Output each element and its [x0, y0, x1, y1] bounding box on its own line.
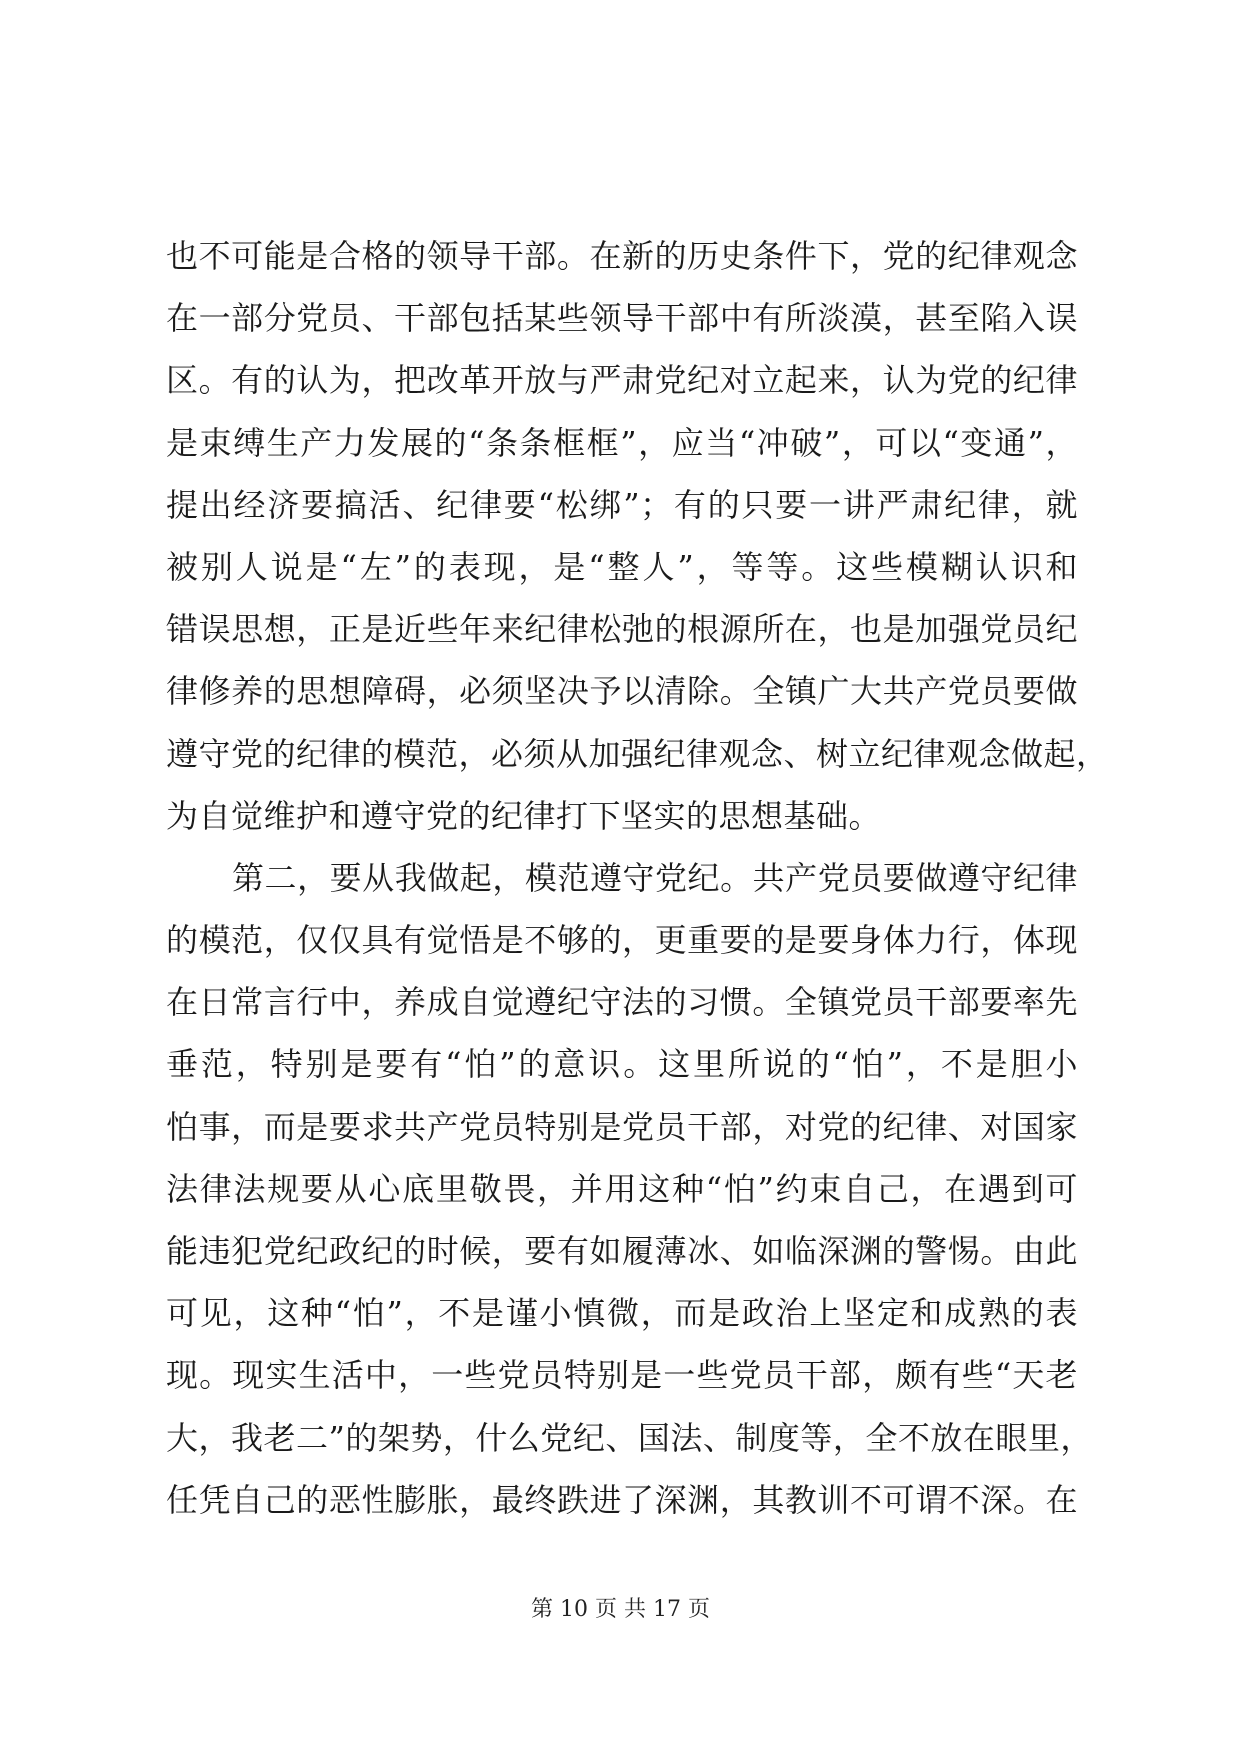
text-line: 法律法规要从心底里敬畏，并用这种“怕”约束自己，在遇到可 [166, 1169, 1078, 1208]
text-line: 的模范，仅仅具有觉悟是不够的，更重要的是要身体力行，体现 [166, 921, 1078, 960]
text-line: 为自觉维护和遵守党的纪律打下坚实的思想基础。 [166, 796, 882, 835]
page-number-footer: 第 10 页 共 17 页 [531, 1597, 710, 1622]
text-line: 在日常言行中，养成自觉遵纪守法的习惯。全镇党员干部要率先 [166, 983, 1078, 1022]
text-line: 遵守党的纪律的模范，必须从加强纪律观念、树立纪律观念做起， [166, 734, 1109, 773]
text-line: 大，我老二”的架势，什么党纪、国法、制度等，全不放在眼里， [166, 1418, 1093, 1457]
text-line: 在一部分党员、干部包括某些领导干部中有所淡漠，甚至陷入误 [166, 299, 1078, 338]
document-body [166, 225, 1109, 1531]
text-line: 律修养的思想障碍，必须坚决予以清除。全镇广大共产党员要做 [166, 672, 1078, 711]
text-line: 提出经济要搞活、纪律要“松绑”；有的只要一讲严肃纪律，就 [166, 485, 1078, 524]
text-line: 区。有的认为，把改革开放与严肃党纪对立起来，认为党的纪律 [166, 361, 1078, 400]
text-line: 垂范，特别是要有“怕”的意识。这里所说的“怕”，不是胆小 [166, 1045, 1078, 1084]
text-line: 能违犯党纪政纪的时候，要有如履薄冰、如临深渊的警惕。由此 [166, 1232, 1078, 1270]
text-line: 可见，这种“怕”，不是谨小慎微，而是政治上坚定和成熟的表 [166, 1294, 1078, 1333]
text-line: 是束缚生产力发展的“条条框框”，应当“冲破”，可以“变通”， [166, 423, 1078, 462]
text-line: 也不可能是合格的领导干部。在新的历史条件下，党的纪律观念 [166, 237, 1078, 275]
text-line: 错误思想，正是近些年来纪律松弛的根源所在，也是加强党员纪 [166, 610, 1078, 649]
text-line: 现。现实生活中，一些党员特别是一些党员干部，颇有些“天老 [166, 1356, 1078, 1395]
text-line: 怕事，而是要求共产党员特别是党员干部，对党的纪律、对国家 [166, 1107, 1078, 1146]
text-line: 任凭自己的恶性膨胀，最终跌进了深渊，其教训不可谓不深。在 [166, 1480, 1078, 1519]
text-line: 被别人说是“左”的表现，是“整人”，等等。这些模糊认识和 [166, 547, 1078, 586]
paragraph-first-line: 第二，要从我做起，模范遵守党纪。共产党员要做遵守纪律 [232, 858, 1078, 897]
